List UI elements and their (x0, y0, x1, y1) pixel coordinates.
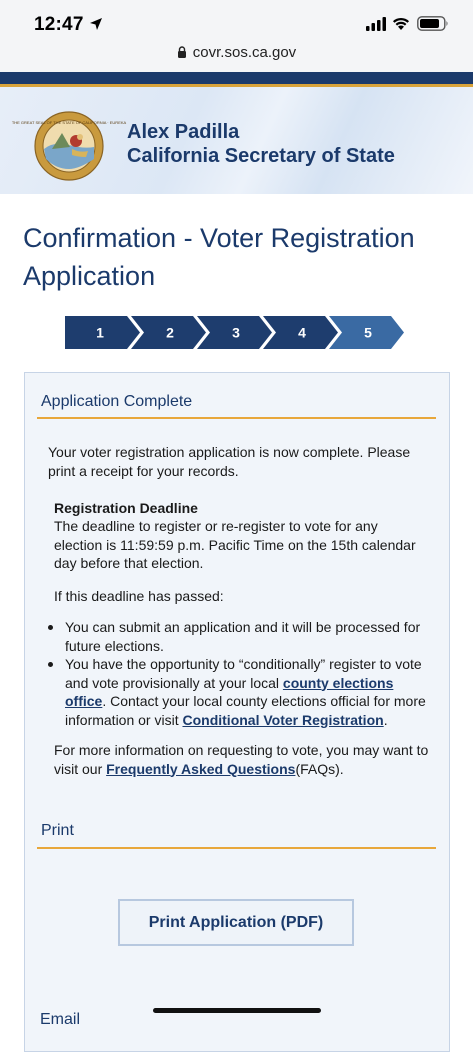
wifi-icon (391, 15, 411, 31)
county-elections-office-link[interactable]: county elections office (65, 674, 394, 709)
lock-icon (177, 46, 187, 58)
home-indicator[interactable] (153, 1008, 321, 1013)
california-seal-icon[interactable] (11, 111, 127, 181)
conditional-voter-registration-link[interactable]: Conditional Voter Registration (182, 711, 384, 728)
step-label-5: 5 (364, 324, 372, 341)
battery-icon (417, 16, 449, 31)
status-bar (0, 0, 473, 72)
step-progress (65, 315, 410, 350)
cellular-signal-icon (366, 17, 386, 31)
faq-link[interactable]: Frequently Asked Questions (106, 760, 296, 777)
section-divider (37, 417, 436, 419)
site-header (0, 87, 473, 194)
section-divider (37, 847, 436, 849)
deadline-text: The deadline to register or re-register to vote for any election is 11:59:59 p.m. Pacific Time on the 15th calendar day before that election. (54, 518, 416, 571)
page-title: Confirmation - Voter Registration Application (23, 223, 415, 291)
print-application-button[interactable]: Print Application (PDF) (118, 899, 354, 946)
step-label-1: 1 (96, 324, 104, 341)
deadline-options-list (48, 618, 428, 729)
clock-time: 12:47 (34, 14, 84, 35)
faq-text: For more information on requesting to vote, you may want to visit our Frequently Asked Questions(FAQs). (54, 742, 429, 777)
header-title[interactable]: California Secretary of State (127, 145, 395, 167)
print-heading: Print (41, 822, 74, 839)
header-top-stripe (0, 72, 473, 84)
list-item: You have the opportunity to “conditionally” register to vote and vote provisionally at your local county elections office. Contact your local county elections official for more information or visit Conditional Voter Registration. (48, 655, 428, 729)
step-label-3: 3 (232, 324, 240, 341)
email-heading: Email (40, 1011, 81, 1028)
svg-text:THE GREAT SEAL OF THE STATE OF: THE GREAT SEAL OF THE STATE OF CALIFORNIA · EUREKA (11, 120, 127, 125)
url-text: covr.sos.ca.gov (192, 44, 297, 61)
deadline-passed-text: If this deadline has passed: (54, 588, 224, 604)
intro-text: Your voter registration application is now complete. Please print a receipt for your records. (48, 444, 411, 479)
list-item: You can submit an application and it will be processed for future elections. (48, 618, 428, 655)
step-label-4: 4 (298, 324, 306, 341)
header-name[interactable]: Alex Padilla (127, 121, 240, 143)
application-complete-heading: Application Complete (41, 393, 193, 410)
step-label-2: 2 (166, 324, 174, 341)
location-arrow-icon (89, 17, 103, 31)
address-bar[interactable] (0, 44, 473, 66)
deadline-heading: Registration Deadline (54, 500, 198, 516)
